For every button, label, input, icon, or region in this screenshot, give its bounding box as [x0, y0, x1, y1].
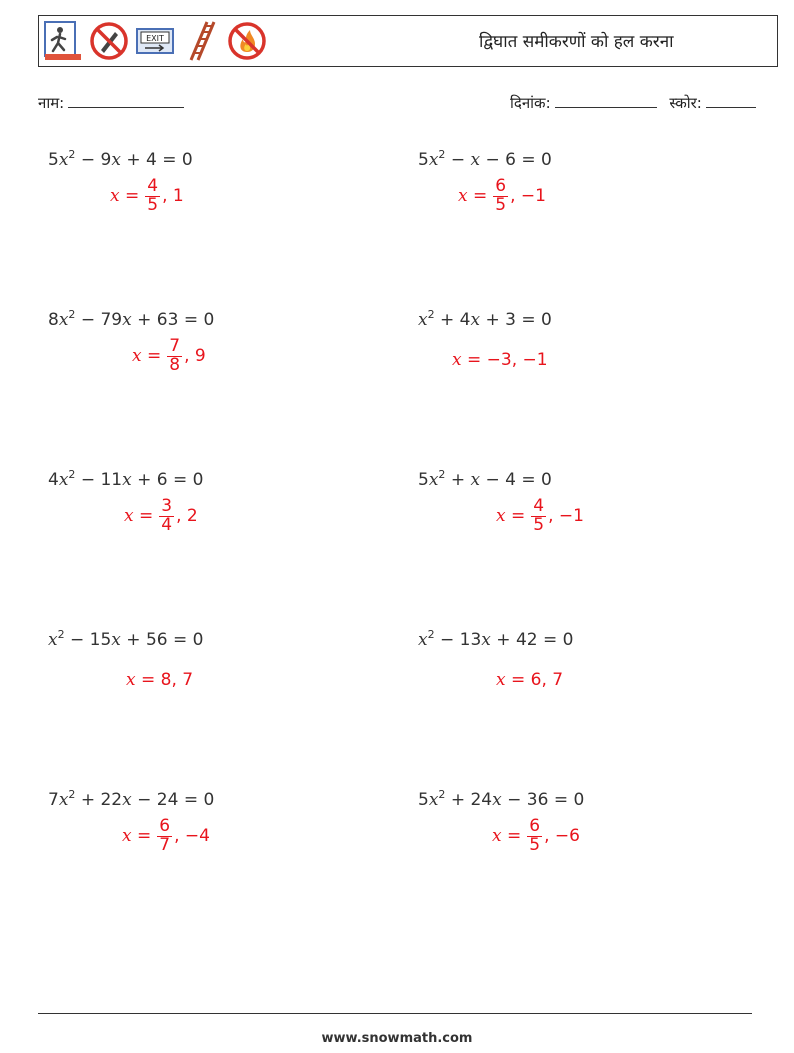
answer: x = $\frac{6}{5}$ , −6	[492, 816, 580, 855]
worksheet-header	[38, 15, 778, 67]
coef-b: 24	[470, 790, 493, 810]
coef-a: 5	[418, 790, 429, 810]
coef-a: 8	[48, 310, 59, 330]
variable-x: x	[111, 150, 121, 170]
fraction-denominator: 7	[159, 834, 171, 855]
equation: $x^2 - 13x + 42 = 0$	[418, 628, 574, 650]
const-c: 4	[145, 150, 157, 170]
op-b: +	[80, 790, 96, 810]
const-c: 6	[156, 470, 168, 490]
equation: $8x^2 - 79x + 63 = 0$	[48, 308, 215, 330]
const-c: 36	[526, 790, 549, 810]
const-c: 56	[145, 630, 168, 650]
ladder-icon	[181, 20, 221, 62]
answer: x = $\frac{4}{5}$ , −1	[496, 496, 584, 535]
equation: $5x^2 - 9x + 4 = 0$	[48, 148, 193, 170]
variable-x: x	[470, 150, 481, 170]
variable-x: x	[428, 790, 439, 810]
answer: x = 6, 7	[496, 670, 564, 690]
variable-x: x	[111, 630, 121, 650]
answer: x = $\frac{4}{5}$ , 1	[110, 176, 184, 215]
equation: $5x^2 + 24x - 36 = 0$	[418, 788, 585, 810]
footer-divider	[38, 1013, 752, 1014]
variable-x: x	[428, 470, 439, 490]
coef-b: 15	[89, 630, 112, 650]
variable-x: x	[470, 470, 481, 490]
variable-x: x	[58, 150, 69, 170]
variable-x: x	[58, 470, 69, 490]
op-c: +	[137, 470, 152, 490]
equation: $5x^2 - x - 6 = 0$	[418, 148, 552, 170]
variable-x: x	[418, 630, 428, 650]
footer-url: www.snowmath.com	[321, 1031, 473, 1046]
score-blank[interactable]	[706, 93, 756, 108]
op-c: +	[485, 310, 500, 330]
answer-fraction	[157, 818, 172, 855]
exit-sign-icon	[135, 20, 175, 62]
fraction-denominator: 5	[533, 514, 545, 535]
op-c: +	[496, 630, 511, 650]
answer-fraction	[159, 498, 174, 535]
no-writing-icon	[89, 20, 129, 62]
name-field	[38, 93, 184, 113]
answer-rest: , 2	[176, 506, 198, 527]
op-c: −	[137, 790, 152, 810]
name-label: नाम:	[38, 94, 65, 112]
svg-text:EXIT: EXIT	[146, 34, 164, 43]
op-b: −	[440, 630, 455, 650]
op-c: −	[485, 150, 500, 170]
coef-a: 5	[418, 150, 429, 170]
fraction-numerator: 7	[169, 336, 181, 356]
op-b: −	[80, 470, 96, 490]
coef-b: 13	[459, 630, 482, 650]
fraction-numerator: 6	[159, 816, 171, 836]
answer-values: 6, 7	[530, 670, 564, 690]
answer-values: 8, 7	[160, 670, 194, 690]
answer-rest: , −1	[510, 186, 546, 207]
answer: x = $\frac{3}{4}$ , 2	[124, 496, 198, 535]
answer-fraction	[527, 818, 542, 855]
coef-b: 9	[100, 150, 112, 170]
variable-x: x	[122, 790, 132, 810]
variable-x: x	[58, 310, 69, 330]
const-c: 6	[505, 150, 516, 170]
date-label: दिनांक:	[510, 94, 551, 112]
answer: x = −3, −1	[452, 350, 548, 370]
equation: $7x^2 + 22x - 24 = 0$	[48, 788, 215, 810]
op-c: +	[126, 150, 141, 170]
equation: $x^2 - 15x + 56 = 0$	[48, 628, 204, 650]
op-b: −	[80, 150, 96, 170]
fraction-denominator: 5	[495, 194, 507, 215]
op-c: +	[126, 630, 141, 650]
variable-x: x	[428, 150, 439, 170]
answer: x = $\frac{7}{8}$ , 9	[132, 336, 206, 375]
fraction-denominator: 5	[529, 834, 541, 855]
answer-values: −3, −1	[486, 350, 548, 370]
answer-rest: , −4	[174, 826, 210, 847]
op-b: −	[80, 310, 96, 330]
equation: $5x^2 + x - 4 = 0$	[418, 468, 552, 490]
const-c: 4	[505, 470, 516, 490]
variable-x: x	[418, 310, 428, 330]
const-c: 24	[156, 790, 179, 810]
op-c: −	[507, 790, 522, 810]
coef-b: 79	[100, 310, 123, 330]
variable-x: x	[470, 310, 481, 330]
answer-fraction	[531, 498, 546, 535]
variable-x: x	[481, 630, 491, 650]
const-c: 3	[505, 310, 516, 330]
op-b: +	[450, 470, 466, 490]
op-b: +	[450, 790, 466, 810]
date-blank[interactable]	[555, 93, 657, 108]
score-label: स्कोर:	[669, 94, 702, 112]
variable-x: x	[48, 630, 58, 650]
answer-rest: , 1	[162, 186, 184, 207]
page-title: द्विघात समीकरणों को हल करना	[479, 32, 674, 52]
fraction-numerator: 6	[529, 816, 541, 836]
variable-x: x	[122, 470, 132, 490]
op-b: −	[70, 630, 85, 650]
const-c: 42	[515, 630, 538, 650]
coef-b: 4	[459, 310, 471, 330]
name-blank[interactable]	[68, 93, 184, 108]
answer-rest: , −6	[544, 826, 580, 847]
op-c: +	[137, 310, 152, 330]
answer-fraction	[167, 338, 182, 375]
equation: $x^2 + 4x + 3 = 0$	[418, 308, 552, 330]
op-b: −	[450, 150, 466, 170]
equation: $4x^2 - 11x + 6 = 0$	[48, 468, 204, 490]
emergency-exit-person-icon	[43, 20, 83, 62]
fraction-numerator: 6	[495, 176, 507, 196]
variable-x: x	[58, 790, 69, 810]
answer-fraction	[493, 178, 508, 215]
coef-a: 5	[418, 470, 429, 490]
header-icons	[43, 20, 267, 62]
answer: x = 8, 7	[126, 670, 194, 690]
answer-fraction	[145, 178, 160, 215]
variable-x: x	[122, 310, 132, 330]
coef-a: 7	[48, 790, 59, 810]
fraction-numerator: 3	[161, 496, 173, 516]
const-c: 63	[156, 310, 179, 330]
coef-a: 5	[48, 150, 59, 170]
op-c: −	[485, 470, 500, 490]
coef-b: 22	[100, 790, 123, 810]
fraction-denominator: 5	[147, 194, 159, 215]
fraction-denominator: 4	[161, 514, 173, 535]
answer: x = $\frac{6}{5}$ , −1	[458, 176, 546, 215]
answer-rest: , −1	[548, 506, 584, 527]
date-score-field	[510, 93, 756, 113]
answer: x = $\frac{6}{7}$ , −4	[122, 816, 210, 855]
answer-rest: , 9	[184, 346, 206, 367]
variable-x: x	[492, 790, 502, 810]
fraction-numerator: 4	[533, 496, 545, 516]
fraction-numerator: 4	[147, 176, 159, 196]
op-b: +	[440, 310, 455, 330]
fraction-denominator: 8	[169, 354, 181, 375]
coef-b: 11	[100, 470, 123, 490]
coef-a: 4	[48, 470, 59, 490]
no-fire-icon	[227, 20, 267, 62]
